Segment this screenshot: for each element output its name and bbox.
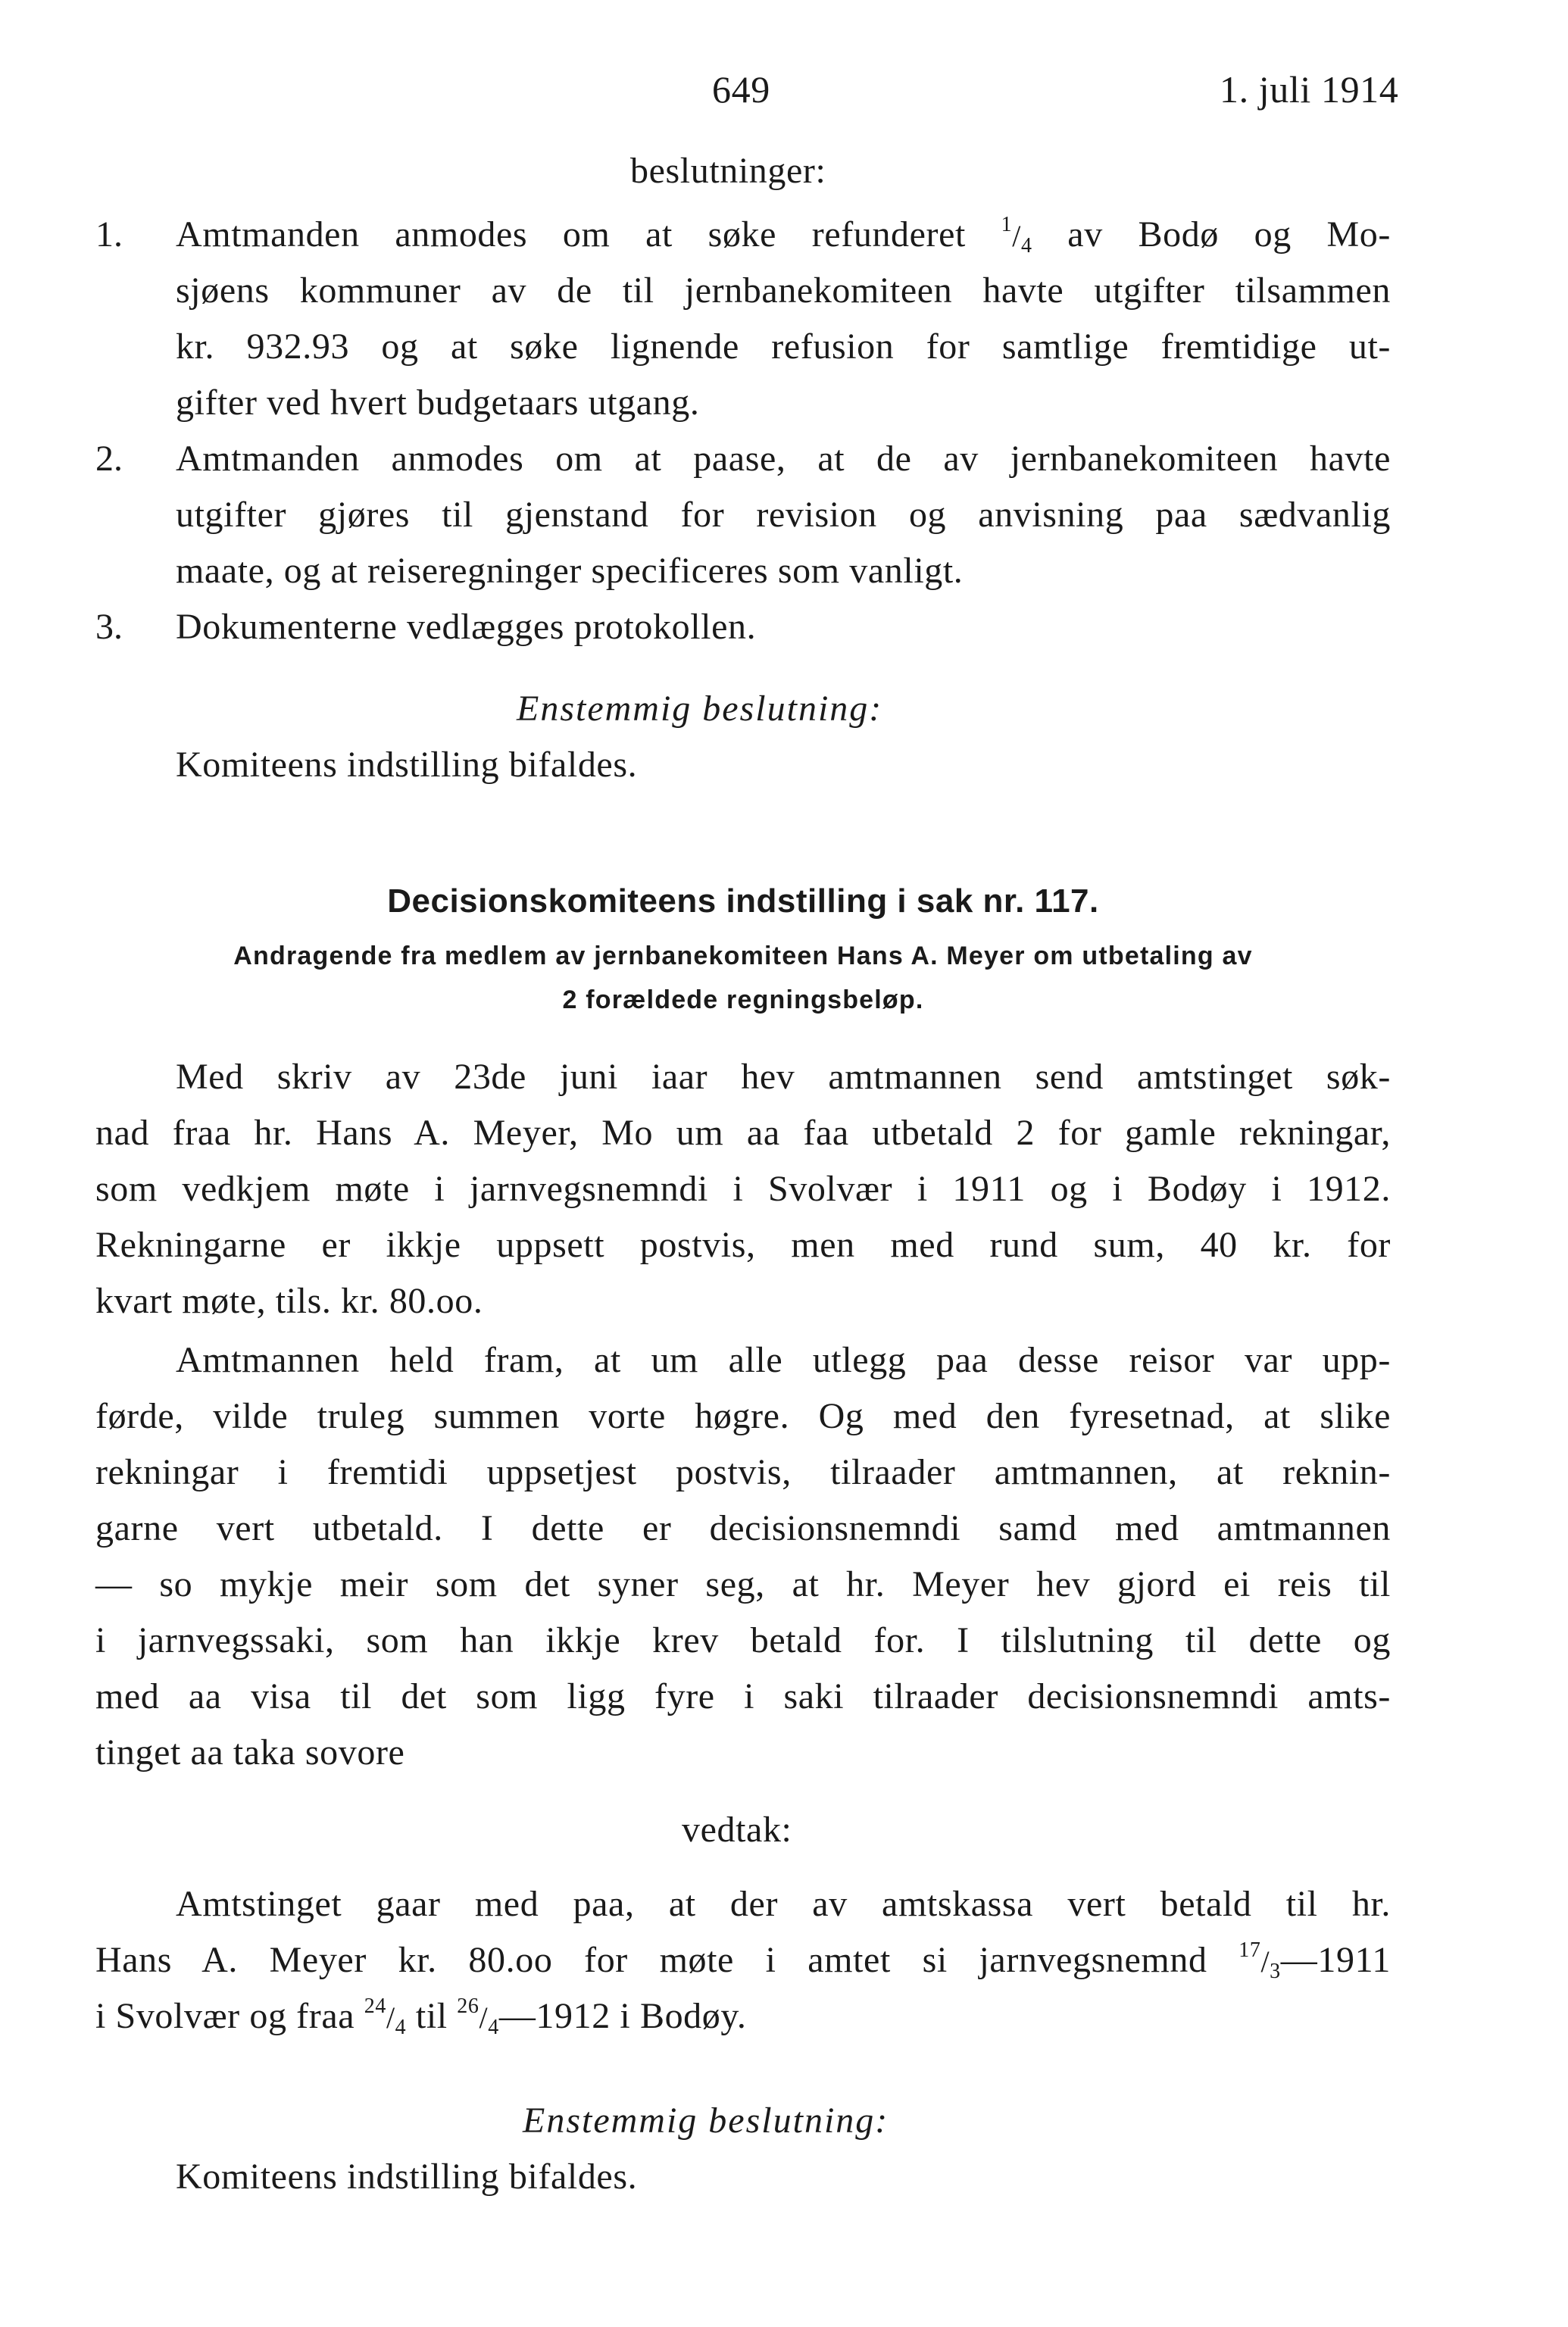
paragraph-2-line-2: førde, vilde truleg summen vorte høgre. Og med den fyresetnad, at slike bbox=[95, 1396, 1391, 1436]
item-2-number: 2. bbox=[95, 439, 123, 479]
item-1-number: 1. bbox=[95, 214, 123, 255]
resolution-line-3: i Svolvær og fraa $^{24}/_4$ til $^{26}/_4—1912$ i Bodøy. bbox=[95, 1994, 747, 2039]
paragraph-1-line-3: som vedkjem møte i jarnvegsnemndi i Svolvær i 1911 og i Bodøy i 1912. bbox=[95, 1169, 1391, 1209]
paragraph-1-line-2: nad fraa hr. Hans A. Meyer, Mo um aa faa utbetald 2 for gamle rekningar, bbox=[95, 1113, 1391, 1153]
paragraph-2-line-8: tinget aa taka sovore bbox=[95, 1732, 405, 1773]
item-1-line-1: Amtmanden anmodes om at søke refunderet $^1/_4$ av Bodø og Mo- bbox=[176, 213, 1391, 258]
section2-subtitle-line-1: Andragende fra medlem av jernbanekomiteen Hans A. Meyer om utbetaling av bbox=[233, 942, 1253, 970]
page-date: 1. juli 1914 bbox=[1220, 68, 1399, 111]
paragraph-1-line-4: Rekningarne er ikkje uppsett postvis, men med rund sum, 40 kr. for bbox=[95, 1225, 1391, 1265]
item-3-line-1: Dokumenterne vedlægges protokollen. bbox=[176, 607, 757, 647]
paragraph-1-line-1: Med skriv av 23de juni iaar hev amtmannen send amtstinget søk- bbox=[176, 1057, 1391, 1097]
item-1-line-2: sjøens kommuner av de til jernbanekomiteen havte utgifter tilsammen bbox=[176, 270, 1391, 311]
vedtak-label: vedtak: bbox=[682, 1810, 792, 1850]
paragraph-2-line-7: med aa visa til det som ligg fyre i saki tilraader decisionsnemndi amts- bbox=[95, 1676, 1391, 1716]
page-number: 649 bbox=[712, 68, 770, 111]
item-2-line-3: maate, og at reiseregninger specificeres som vanligt. bbox=[176, 551, 964, 591]
section2-subtitle-line-2: 2 forældede regningsbeløp. bbox=[562, 985, 924, 1014]
item-1-line-4: gifter ved hvert budgetaars utgang. bbox=[176, 383, 700, 423]
section1-decision-text: Komiteens indstilling bifaldes. bbox=[176, 745, 638, 785]
resolution-line-1: Amtstinget gaar med paa, at der av amtskassa vert betald til hr. bbox=[176, 1884, 1391, 1924]
item-2-line-1: Amtmanden anmodes om at paase, at de av jernbanekomiteen havte bbox=[176, 439, 1391, 479]
paragraph-2-line-5: — so mykje meir som det syner seg, at hr. Meyer hev gjord ei reis til bbox=[95, 1564, 1391, 1604]
section2-decision-text: Komiteens indstilling bifaldes. bbox=[176, 2157, 638, 2197]
section2-title: Decisionskomiteens indstilling i sak nr. 117. bbox=[387, 882, 1099, 920]
paragraph-2-line-3: rekningar i fremtidi uppsetjest postvis, tilraader amtmannen, at reknin- bbox=[95, 1452, 1391, 1492]
paragraph-2-line-4: garne vert utbetald. I dette er decisionsnemndi samd med amtmannen bbox=[95, 1508, 1391, 1548]
paragraph-1-line-5: kvart møte, tils. kr. 80.oo. bbox=[95, 1281, 483, 1321]
item-2-line-2: utgifter gjøres til gjenstand for revision og anvisning paa sædvanlig bbox=[176, 495, 1391, 535]
item-3-number: 3. bbox=[95, 607, 123, 647]
paragraph-2-line-6: i jarnvegssaki, som han ikkje krev betald for. I tilslutning til dette og bbox=[95, 1620, 1391, 1660]
section2-decision-label: Enstemmig beslutning: bbox=[523, 2101, 889, 2141]
paragraph-2-line-1: Amtmannen held fram, at um alle utlegg paa desse reisor var upp- bbox=[176, 1340, 1391, 1380]
item-1-line-3: kr. 932.93 og at søke lignende refusion for samtlige fremtidige ut- bbox=[176, 326, 1391, 367]
section1-intro: beslutninger: bbox=[630, 151, 826, 191]
section1-decision-label: Enstemmig beslutning: bbox=[517, 689, 883, 729]
resolution-line-2: Hans A. Meyer kr. 80.oo for møte i amtet si jarnvegsnemnd $^{17}/_3—1911$ bbox=[95, 1938, 1391, 1983]
